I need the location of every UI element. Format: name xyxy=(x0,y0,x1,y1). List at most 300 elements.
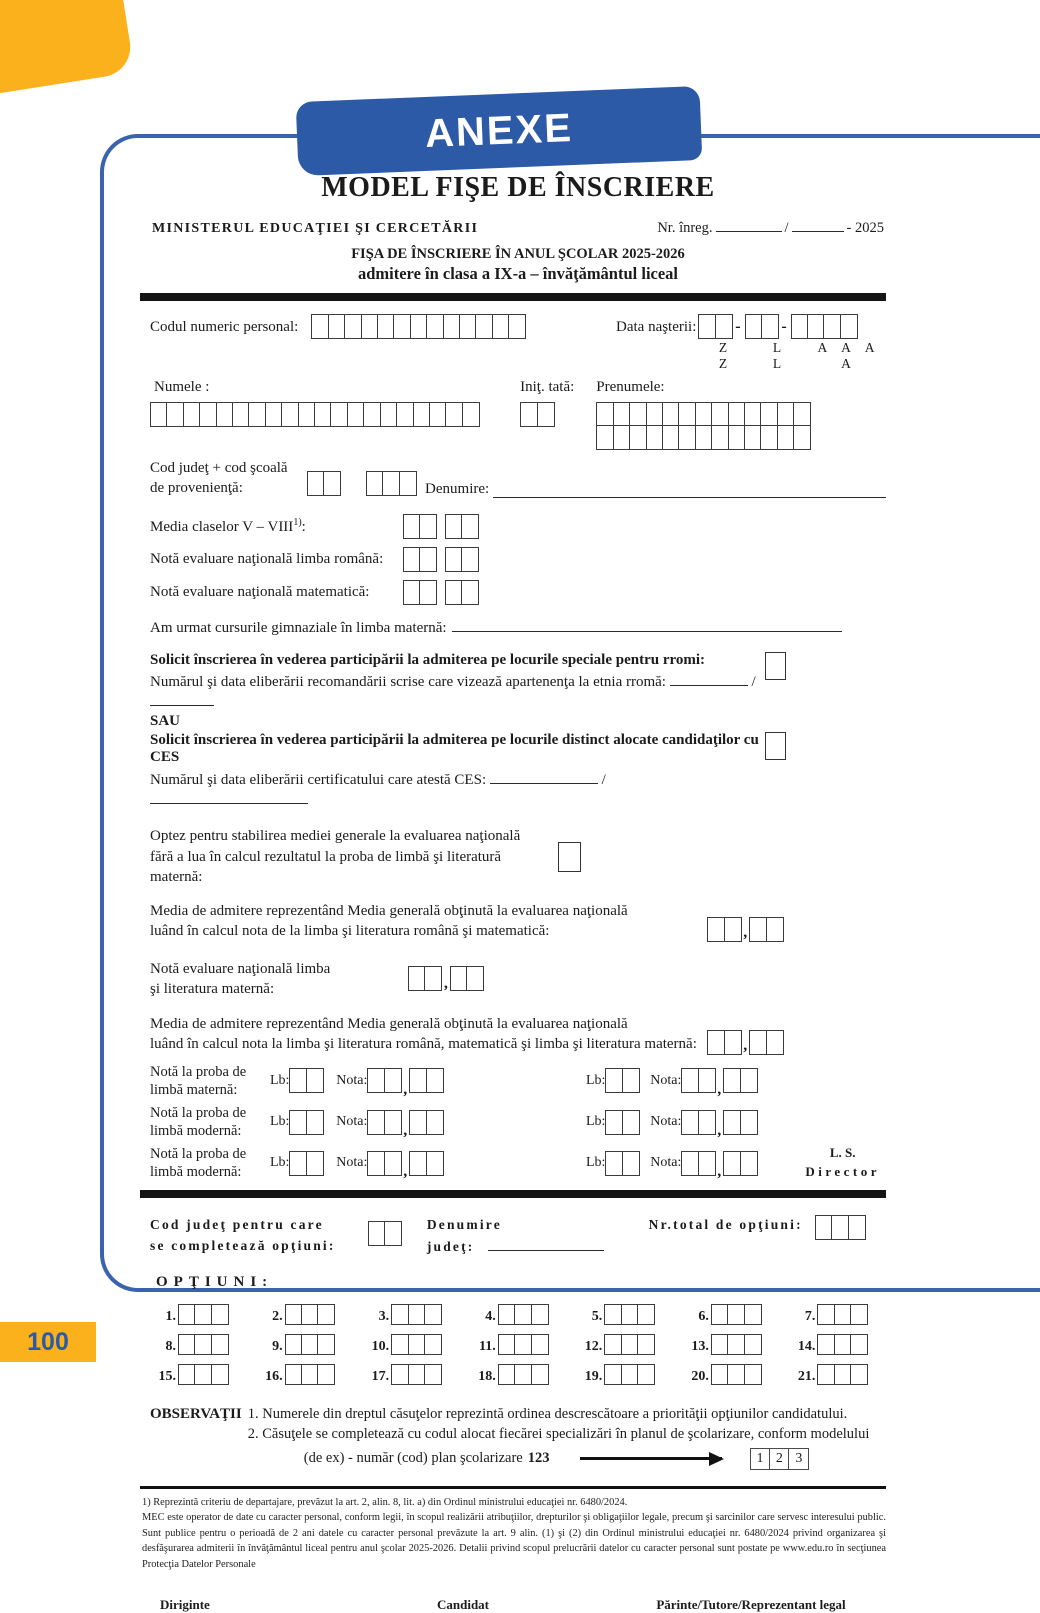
char-box[interactable] xyxy=(289,1151,307,1176)
char-box[interactable] xyxy=(605,1110,623,1135)
char-box[interactable] xyxy=(289,1110,307,1135)
char-box[interactable] xyxy=(363,402,381,427)
char-box[interactable] xyxy=(301,1334,319,1355)
char-box[interactable] xyxy=(646,402,664,427)
lang1-grade-dec-right[interactable] xyxy=(723,1068,756,1093)
char-box[interactable] xyxy=(384,1068,402,1093)
char-box[interactable] xyxy=(216,402,234,427)
char-box[interactable] xyxy=(728,402,746,427)
char-box[interactable] xyxy=(745,314,763,339)
char-box[interactable] xyxy=(749,917,767,942)
char-box[interactable] xyxy=(450,966,468,991)
father-initial-boxes[interactable] xyxy=(520,402,553,427)
char-box[interactable] xyxy=(344,314,362,339)
char-box[interactable] xyxy=(330,402,348,427)
options-county-boxes[interactable] xyxy=(368,1221,401,1246)
option-code-boxes[interactable] xyxy=(285,1334,334,1355)
char-box[interactable] xyxy=(744,1334,762,1355)
char-box[interactable] xyxy=(622,1068,640,1093)
char-box[interactable] xyxy=(678,402,696,427)
char-box[interactable] xyxy=(366,471,384,496)
char-box[interactable] xyxy=(707,917,725,942)
char-box[interactable] xyxy=(791,314,809,339)
option-code-boxes[interactable] xyxy=(711,1334,760,1355)
char-box[interactable] xyxy=(166,402,184,427)
char-box[interactable] xyxy=(508,314,526,339)
cnp-boxes[interactable] xyxy=(311,314,524,339)
option-code-boxes[interactable] xyxy=(817,1304,866,1325)
ces-date-blank[interactable] xyxy=(150,789,308,804)
school-name-blank[interactable] xyxy=(493,483,886,498)
char-box[interactable] xyxy=(681,1110,699,1135)
option-number: 21. xyxy=(797,1368,816,1384)
char-box[interactable] xyxy=(323,471,341,496)
option-code-boxes[interactable] xyxy=(604,1304,653,1325)
char-box[interactable] xyxy=(382,471,400,496)
char-box[interactable] xyxy=(301,1364,319,1385)
char-box[interactable] xyxy=(760,425,778,450)
rromi-number-blank[interactable] xyxy=(670,671,748,686)
char-box[interactable] xyxy=(711,1304,729,1325)
char-box[interactable] xyxy=(391,1334,409,1355)
char-box[interactable] xyxy=(744,425,762,450)
char-box[interactable] xyxy=(766,1030,784,1055)
page-number-badge xyxy=(0,1322,96,1362)
char-box[interactable] xyxy=(498,1364,516,1385)
char-box[interactable] xyxy=(695,402,713,427)
char-box[interactable] xyxy=(727,1304,745,1325)
char-box[interactable] xyxy=(744,1364,762,1385)
char-box[interactable] xyxy=(285,1364,303,1385)
birth-month-boxes[interactable] xyxy=(745,314,778,339)
reg-number-blank[interactable] xyxy=(716,217,782,232)
char-box[interactable] xyxy=(367,1110,385,1135)
lang3-grade-int-left[interactable] xyxy=(367,1151,400,1176)
char-box[interactable] xyxy=(613,425,631,450)
lang2-grade-int-right[interactable] xyxy=(681,1110,714,1135)
divider-bar-middle xyxy=(140,1190,886,1198)
char-box[interactable] xyxy=(678,425,696,450)
char-box[interactable] xyxy=(178,1334,196,1355)
char-box[interactable] xyxy=(199,402,217,427)
county-name-blank[interactable] xyxy=(488,1236,604,1251)
lang3-grade-dec-left[interactable] xyxy=(409,1151,442,1176)
char-box[interactable] xyxy=(850,1364,868,1385)
char-box[interactable] xyxy=(285,1304,303,1325)
char-box[interactable] xyxy=(621,1364,639,1385)
optout-checkbox[interactable] xyxy=(558,842,581,872)
char-box[interactable] xyxy=(823,314,841,339)
lang1-grade-int-left[interactable] xyxy=(367,1068,400,1093)
char-box[interactable] xyxy=(311,314,329,339)
char-box[interactable] xyxy=(232,402,250,427)
char-box[interactable] xyxy=(740,1151,758,1176)
char-box[interactable] xyxy=(777,425,795,450)
option-code-boxes[interactable] xyxy=(711,1304,760,1325)
county-code-boxes[interactable] xyxy=(307,471,340,496)
birth-date-label: Data naşterii: xyxy=(616,319,697,335)
char-box[interactable] xyxy=(285,1334,303,1355)
maternal-grade-int-boxes[interactable] xyxy=(408,966,441,991)
char-box[interactable] xyxy=(724,917,742,942)
char-box[interactable] xyxy=(281,402,299,427)
char-box[interactable] xyxy=(462,402,480,427)
char-box[interactable] xyxy=(289,1068,307,1093)
char-box[interactable] xyxy=(723,1110,741,1135)
char-box[interactable] xyxy=(443,314,461,339)
char-box[interactable] xyxy=(834,1364,852,1385)
char-box[interactable] xyxy=(178,1364,196,1385)
char-box[interactable] xyxy=(298,402,316,427)
char-box[interactable] xyxy=(520,402,538,427)
char-box[interactable] xyxy=(817,1334,835,1355)
math-grade-int-boxes[interactable] xyxy=(403,580,436,605)
char-box[interactable] xyxy=(793,402,811,427)
char-box[interactable] xyxy=(727,1364,745,1385)
lang3-code-boxes-left[interactable] xyxy=(289,1151,322,1176)
char-box[interactable] xyxy=(637,1334,655,1355)
option-number: 2. xyxy=(272,1308,283,1324)
char-box[interactable] xyxy=(429,402,447,427)
birth-day-boxes[interactable] xyxy=(698,314,731,339)
char-box[interactable] xyxy=(445,580,463,605)
char-box[interactable] xyxy=(723,1151,741,1176)
char-box[interactable] xyxy=(393,314,411,339)
char-box[interactable] xyxy=(537,402,555,427)
option-code-boxes[interactable] xyxy=(498,1304,547,1325)
maternal-grade-dec-boxes[interactable] xyxy=(450,966,483,991)
char-box[interactable] xyxy=(150,402,168,427)
lang3-code-boxes-right[interactable] xyxy=(605,1151,638,1176)
char-box[interactable] xyxy=(384,1221,402,1246)
char-box[interactable] xyxy=(426,1151,444,1176)
lang2-grade-dec-left[interactable] xyxy=(409,1110,442,1135)
char-box[interactable] xyxy=(183,402,201,427)
adm2-int-boxes[interactable] xyxy=(707,1030,740,1055)
char-box[interactable] xyxy=(646,425,664,450)
char-box[interactable] xyxy=(777,402,795,427)
char-box[interactable] xyxy=(408,1304,426,1325)
char-box[interactable] xyxy=(621,1334,639,1355)
char-box[interactable] xyxy=(306,1110,324,1135)
char-box[interactable] xyxy=(399,471,417,496)
stamp-director-block: L. S. Director xyxy=(805,1144,880,1179)
char-box[interactable] xyxy=(445,514,463,539)
char-box[interactable] xyxy=(211,1364,229,1385)
char-box[interactable] xyxy=(461,514,479,539)
school-code-boxes[interactable] xyxy=(366,471,415,496)
char-box[interactable] xyxy=(622,1151,640,1176)
birth-year-boxes[interactable] xyxy=(791,314,857,339)
char-box[interactable] xyxy=(424,1334,442,1355)
char-box[interactable] xyxy=(604,1334,622,1355)
char-box[interactable] xyxy=(248,402,266,427)
char-box[interactable] xyxy=(711,1334,729,1355)
char-box[interactable] xyxy=(461,580,479,605)
char-box[interactable] xyxy=(194,1304,212,1325)
char-box[interactable] xyxy=(328,314,346,339)
math-grade-dec-boxes[interactable] xyxy=(445,580,478,605)
char-box[interactable] xyxy=(409,1151,427,1176)
char-box[interactable] xyxy=(744,402,762,427)
char-box[interactable] xyxy=(408,966,426,991)
char-box[interactable] xyxy=(265,402,283,427)
option-cell xyxy=(683,1364,780,1385)
char-box[interactable] xyxy=(531,1304,549,1325)
option-cell xyxy=(257,1334,354,1355)
char-box[interactable] xyxy=(391,1304,409,1325)
char-box[interactable] xyxy=(711,402,729,427)
char-box[interactable] xyxy=(637,1364,655,1385)
char-box[interactable] xyxy=(629,402,647,427)
rromi-checkbox[interactable] xyxy=(765,652,786,680)
char-box[interactable] xyxy=(403,514,421,539)
option-number: 9. xyxy=(272,1338,283,1354)
char-box[interactable] xyxy=(596,402,614,427)
firstname-boxes-row2[interactable] xyxy=(596,425,809,447)
char-box[interactable] xyxy=(475,314,493,339)
char-box[interactable] xyxy=(409,1068,427,1093)
char-box[interactable] xyxy=(211,1334,229,1355)
grades-average-dec-boxes[interactable] xyxy=(445,514,478,539)
option-code-boxes[interactable] xyxy=(391,1364,440,1385)
options-total-boxes[interactable] xyxy=(815,1215,864,1240)
char-box[interactable] xyxy=(409,1110,427,1135)
lastname-boxes[interactable] xyxy=(150,402,478,427)
char-box[interactable] xyxy=(621,1304,639,1325)
char-box[interactable] xyxy=(740,1110,758,1135)
char-box[interactable] xyxy=(367,1068,385,1093)
char-box[interactable] xyxy=(408,1334,426,1355)
char-box[interactable] xyxy=(681,1068,699,1093)
option-code-boxes[interactable] xyxy=(285,1364,334,1385)
char-box[interactable] xyxy=(317,1364,335,1385)
char-box[interactable] xyxy=(605,1068,623,1093)
char-box[interactable] xyxy=(368,1221,386,1246)
char-box[interactable] xyxy=(807,314,825,339)
grades-average-int-boxes[interactable] xyxy=(403,514,436,539)
maternal-language-blank[interactable] xyxy=(452,617,842,632)
char-box[interactable] xyxy=(424,966,442,991)
char-box[interactable] xyxy=(194,1334,212,1355)
option-code-boxes[interactable] xyxy=(178,1334,227,1355)
rromi-date-blank[interactable] xyxy=(150,691,214,706)
option-cell xyxy=(576,1304,673,1325)
char-box[interactable] xyxy=(695,425,713,450)
char-box[interactable] xyxy=(850,1334,868,1355)
char-box[interactable] xyxy=(403,547,421,572)
options-total-label: Nr.total de opţiuni: xyxy=(648,1217,803,1233)
char-box[interactable] xyxy=(317,1334,335,1355)
char-box[interactable] xyxy=(410,314,428,339)
option-cell xyxy=(789,1364,886,1385)
char-box[interactable] xyxy=(347,402,365,427)
option-code-boxes[interactable] xyxy=(498,1364,547,1385)
char-box[interactable] xyxy=(613,402,631,427)
char-box[interactable] xyxy=(622,1110,640,1135)
char-box[interactable] xyxy=(698,1110,716,1135)
char-box[interactable] xyxy=(848,1215,866,1240)
char-box[interactable] xyxy=(514,1364,532,1385)
adm1-int-boxes[interactable] xyxy=(707,917,740,942)
char-box[interactable] xyxy=(760,402,778,427)
char-box[interactable] xyxy=(707,1030,725,1055)
char-box[interactable] xyxy=(380,402,398,427)
option-code-boxes[interactable] xyxy=(498,1334,547,1355)
char-box[interactable] xyxy=(698,314,716,339)
char-box[interactable] xyxy=(419,580,437,605)
char-box[interactable] xyxy=(840,314,858,339)
char-box[interactable] xyxy=(662,425,680,450)
firstname-boxes-row1[interactable] xyxy=(596,402,809,427)
option-code-boxes[interactable] xyxy=(178,1304,227,1325)
romanian-grade-dec-boxes[interactable] xyxy=(445,547,478,572)
option-code-boxes[interactable] xyxy=(391,1304,440,1325)
char-box[interactable] xyxy=(301,1304,319,1325)
char-box[interactable] xyxy=(492,314,510,339)
char-box[interactable] xyxy=(744,1304,762,1325)
ces-checkbox[interactable] xyxy=(765,732,786,760)
option-cell xyxy=(363,1364,460,1385)
ces-number-blank[interactable] xyxy=(490,769,598,784)
lang2-code-boxes-left[interactable] xyxy=(289,1110,322,1135)
lang2-code-boxes-right[interactable] xyxy=(605,1110,638,1135)
char-box[interactable] xyxy=(531,1364,549,1385)
adm2-dec-boxes[interactable] xyxy=(749,1030,782,1055)
char-box[interactable] xyxy=(403,580,421,605)
char-box[interactable] xyxy=(604,1304,622,1325)
lang3-grade-int-right[interactable] xyxy=(681,1151,714,1176)
char-box[interactable] xyxy=(514,1334,532,1355)
lang1-code-boxes-right[interactable] xyxy=(605,1068,638,1093)
char-box[interactable] xyxy=(723,1068,741,1093)
char-box[interactable] xyxy=(461,547,479,572)
char-box[interactable] xyxy=(426,1110,444,1135)
char-box[interactable] xyxy=(419,547,437,572)
char-box[interactable] xyxy=(445,547,463,572)
char-box[interactable] xyxy=(740,1068,758,1093)
char-box[interactable] xyxy=(445,402,463,427)
option-code-boxes[interactable] xyxy=(604,1364,653,1385)
char-box[interactable] xyxy=(211,1304,229,1325)
language-row-modern2: Notă la proba de limbă modernă: Lb: Nota: , Lb: Nota: , xyxy=(150,1145,886,1181)
char-box[interactable] xyxy=(728,425,746,450)
char-box[interactable] xyxy=(698,1151,716,1176)
char-box[interactable] xyxy=(749,1030,767,1055)
char-box[interactable] xyxy=(662,402,680,427)
char-box[interactable] xyxy=(766,917,784,942)
char-box[interactable] xyxy=(711,1364,729,1385)
char-box[interactable] xyxy=(396,402,414,427)
rromi-request-label: Solicit înscrierea în vederea participării la admiterea pe locurile speciale pentru rromi: xyxy=(150,652,706,669)
footnote-1: 1) Reprezintă criteriu de departajare, prevăzut la art. 2, alin. 8, lit. a) din Ordinul ministrului educaţiei nr. 6480/2024. xyxy=(142,1496,628,1508)
admission-average2-boxes: , xyxy=(707,1030,782,1055)
char-box[interactable] xyxy=(715,314,733,339)
lang1-code-boxes-left[interactable] xyxy=(289,1068,322,1093)
char-box[interactable] xyxy=(426,1068,444,1093)
char-box[interactable] xyxy=(361,314,379,339)
char-box[interactable] xyxy=(306,1068,324,1093)
char-box[interactable] xyxy=(629,425,647,450)
char-box[interactable] xyxy=(306,1151,324,1176)
char-box[interactable] xyxy=(531,1334,549,1355)
char-box[interactable] xyxy=(834,1304,852,1325)
option-code-boxes[interactable] xyxy=(817,1334,866,1355)
char-box[interactable] xyxy=(698,1068,716,1093)
char-box[interactable] xyxy=(314,402,332,427)
char-box[interactable] xyxy=(466,966,484,991)
char-box[interactable] xyxy=(831,1215,849,1240)
option-code-boxes[interactable] xyxy=(604,1334,653,1355)
lang1-grade-dec-left[interactable] xyxy=(409,1068,442,1093)
char-box[interactable] xyxy=(307,471,325,496)
signature-parinte: Părinte/Tutore/Reprezentant legal xyxy=(656,1596,846,1612)
option-code-boxes[interactable] xyxy=(817,1364,866,1385)
char-box[interactable] xyxy=(761,314,779,339)
birth-date-group: Data naşterii: - - Z Z L L A A A A xyxy=(616,314,886,372)
char-box[interactable] xyxy=(498,1304,516,1325)
char-box[interactable] xyxy=(637,1304,655,1325)
options-county-label: Cod judeţ pentru care se completează opţiuni: xyxy=(150,1217,336,1253)
reg-number-blank2[interactable] xyxy=(792,217,844,232)
char-box[interactable] xyxy=(419,514,437,539)
lang2-grade-dec-right[interactable] xyxy=(723,1110,756,1135)
char-box[interactable] xyxy=(391,1364,409,1385)
char-box[interactable] xyxy=(793,425,811,450)
char-box[interactable] xyxy=(604,1364,622,1385)
romanian-grade-int-boxes[interactable] xyxy=(403,547,436,572)
char-box[interactable] xyxy=(384,1151,402,1176)
char-box[interactable] xyxy=(817,1304,835,1325)
char-box[interactable] xyxy=(498,1334,516,1355)
char-box[interactable] xyxy=(424,1304,442,1325)
char-box[interactable] xyxy=(408,1364,426,1385)
char-box[interactable] xyxy=(367,1151,385,1176)
char-box[interactable] xyxy=(384,1110,402,1135)
char-box[interactable] xyxy=(178,1304,196,1325)
char-box[interactable] xyxy=(426,314,444,339)
option-code-boxes[interactable] xyxy=(285,1304,334,1325)
char-box[interactable] xyxy=(596,425,614,450)
char-box[interactable] xyxy=(459,314,477,339)
option-code-boxes[interactable] xyxy=(391,1334,440,1355)
char-box[interactable] xyxy=(724,1030,742,1055)
lang2-grade-int-left[interactable] xyxy=(367,1110,400,1135)
option-code-boxes[interactable] xyxy=(178,1364,227,1385)
char-box[interactable] xyxy=(424,1364,442,1385)
char-box[interactable] xyxy=(194,1364,212,1385)
option-number: 12. xyxy=(584,1338,603,1354)
char-box[interactable] xyxy=(850,1304,868,1325)
char-box[interactable] xyxy=(377,314,395,339)
char-box[interactable] xyxy=(317,1304,335,1325)
char-box[interactable] xyxy=(711,425,729,450)
adm1-dec-boxes[interactable] xyxy=(749,917,782,942)
lang1-grade-int-right[interactable] xyxy=(681,1068,714,1093)
option-cell xyxy=(789,1334,886,1355)
option-code-boxes[interactable] xyxy=(711,1364,760,1385)
char-box[interactable] xyxy=(727,1334,745,1355)
char-box[interactable] xyxy=(834,1334,852,1355)
sau-label: SAU xyxy=(150,713,181,730)
char-box[interactable] xyxy=(514,1304,532,1325)
char-box[interactable] xyxy=(605,1151,623,1176)
char-box[interactable] xyxy=(815,1215,833,1240)
lang3-grade-dec-right[interactable] xyxy=(723,1151,756,1176)
char-box[interactable] xyxy=(681,1151,699,1176)
char-box[interactable] xyxy=(413,402,431,427)
char-box[interactable] xyxy=(817,1364,835,1385)
